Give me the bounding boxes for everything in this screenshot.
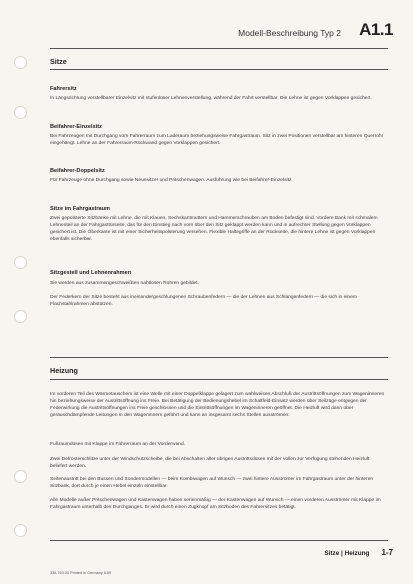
page-header bbox=[0, 18, 413, 48]
punch-hole bbox=[14, 310, 27, 323]
heading-beifahrer-einzelsitz: Beifahrer-Einzelsitz bbox=[50, 124, 102, 130]
print-line: 338.763.00 Printed in Germany 8.69 bbox=[50, 571, 112, 575]
section-title-sitze: Sitze bbox=[50, 57, 67, 66]
heading-sitzgestell: Sitzgestell und Lehnenrahmen bbox=[50, 270, 132, 276]
paragraph-fahrersitz: In Längsrichtung verstellbarer Einzelsitz mit stufenloser Lehnenverstellung, während der Fahrt verstellbar. Die Lehne ist gegen Vorklappen gesichert. bbox=[50, 96, 372, 101]
punch-hole bbox=[14, 470, 27, 483]
header-title: Modell-Beschreibung Typ 2 bbox=[238, 28, 341, 38]
paragraph-heizung-4: Seitenaustritt bei den Bussen und Sondermodellen — beim Kombiwagen auf Wunsch — zwei hintere Ausströmer im Fahrgastraum unter der hinteren Sitzbank, dort durch je einen Hebel einzeln einstellbar. bbox=[50, 477, 374, 490]
heading-fahrersitz: Fahrersitz bbox=[50, 86, 77, 92]
footer-section bbox=[324, 548, 393, 557]
paragraph-sitze-fahrgastraum: Zwei gepolsterte Sitzbänke mit Lehne, die mit Klauen, Sechskantmuttern und Hammerschrauben am Boden befestigt sind. Vordere Bank mit schmalem Lehnenteil an der Fahrgasttürseite, das für den Einstieg nach vorn über den Sitz geklappt werden kann und in aufrechter Stellung gegen Vorklappen gesichert ist. Die Oberkante ist mit einer Sicherheitspolsterung versehen. Flexible Haltegriffe an der Rückseite, die hintere Lehne ist gegen Vorklappen ebenfalls sicherbar. bbox=[50, 216, 378, 243]
paragraph-sitzgestell-1: Sie werden aus zusammengeschweißten nahtlosen Rohren gebildet. bbox=[50, 281, 199, 286]
divider bbox=[50, 357, 388, 358]
heading-beifahrer-doppelsitz: Beifahrer-Doppelsitz bbox=[50, 168, 105, 174]
punch-hole bbox=[14, 256, 27, 269]
heading-sitze-fahrgastraum: Sitze im Fahrgastraum bbox=[50, 206, 110, 212]
footer-section-label: Sitze | Heizung bbox=[324, 550, 370, 557]
divider bbox=[50, 540, 388, 541]
section-title-heizung: Heizung bbox=[50, 366, 78, 375]
divider bbox=[50, 69, 388, 70]
page-number: 1-7 bbox=[381, 548, 393, 557]
punch-hole bbox=[14, 56, 27, 69]
paragraph-heizung-5: Alle Modelle außer Pritschenwagen und Kastenwagen haben serienmäßig — der Kastenwagen auf Wunsch — einen vorderen Ausströmer mit Klappe im Fahrgastraum unterhalb des Durchganges. Er wird durch einen Zugknopf am Sitzboden des Fahrersitzes betätigt. bbox=[50, 498, 381, 511]
punch-hole bbox=[14, 106, 27, 119]
paragraph-heizung-2: Fußraumdüsen mit Klappe im Fahrerraum an der Vorderwand. bbox=[50, 442, 186, 447]
punch-hole bbox=[14, 524, 27, 537]
paragraph-heizung-3: Zwei Defrosterschlitze unter der Windschutzscheibe, die bei Abschalten aller übrigen Austrittsdüsen mit der vollen zur Verfügung stehenden Heizluft beliefert werden. bbox=[50, 457, 370, 470]
paragraph-heizung-1: Im vorderen Teil des Wärmetauschers ist eine Welle mit einer Doppelklappe gelagert zum wahlweisen Abschluß der Austrittsöffnungen zum Wageninneren hin beziehungsweise der Austrittsöffnung ins Freie. Bei Betätigung der Bedienungshebel im Schaltfeld-Einsatz werden über Seilzüge entgegen der Federwirkung die Austrittsöffnungen ins Freie geschlossen und die Eintrittsöffnungen im Wageninneren geöffnet. Die Heizluft wird dann über geräuschdämpfende Leitungen in den Wageninnern geführt und kann an insgesamt sechs Stellen ausströmen: bbox=[50, 392, 385, 419]
paragraph-sitzgestell-2: Der Federkern der Sitze besteht aus ineinandergeschlungenen Schraubenfedern — die der Lehnen aus Schlangenfedern — die sich in einem Flachstahlrahmen abstützen. bbox=[50, 295, 357, 308]
paragraph-beifahrer-einzelsitz: Bei Fahrzeugen mit Durchgang vom Fahrerraum zum Laderaum beziehungsweise Fahrgastraum. Sitz in zwei Positionen verstellbar am hinteren Querrohr eingehängt. Lehne an der Fahrerraum-Rückwand gegen Vorklappen gesichert. bbox=[50, 134, 384, 147]
section-code: A1.1 bbox=[359, 20, 393, 39]
paragraph-beifahrer-doppelsitz: Für Fahrzeuge ohne Durchgang sowie Neunsitzer und Pritschenwagen. Ausführung wie bei Beifahrer-Einzelsitz. bbox=[50, 178, 293, 183]
divider bbox=[50, 379, 388, 380]
divider bbox=[50, 48, 388, 49]
